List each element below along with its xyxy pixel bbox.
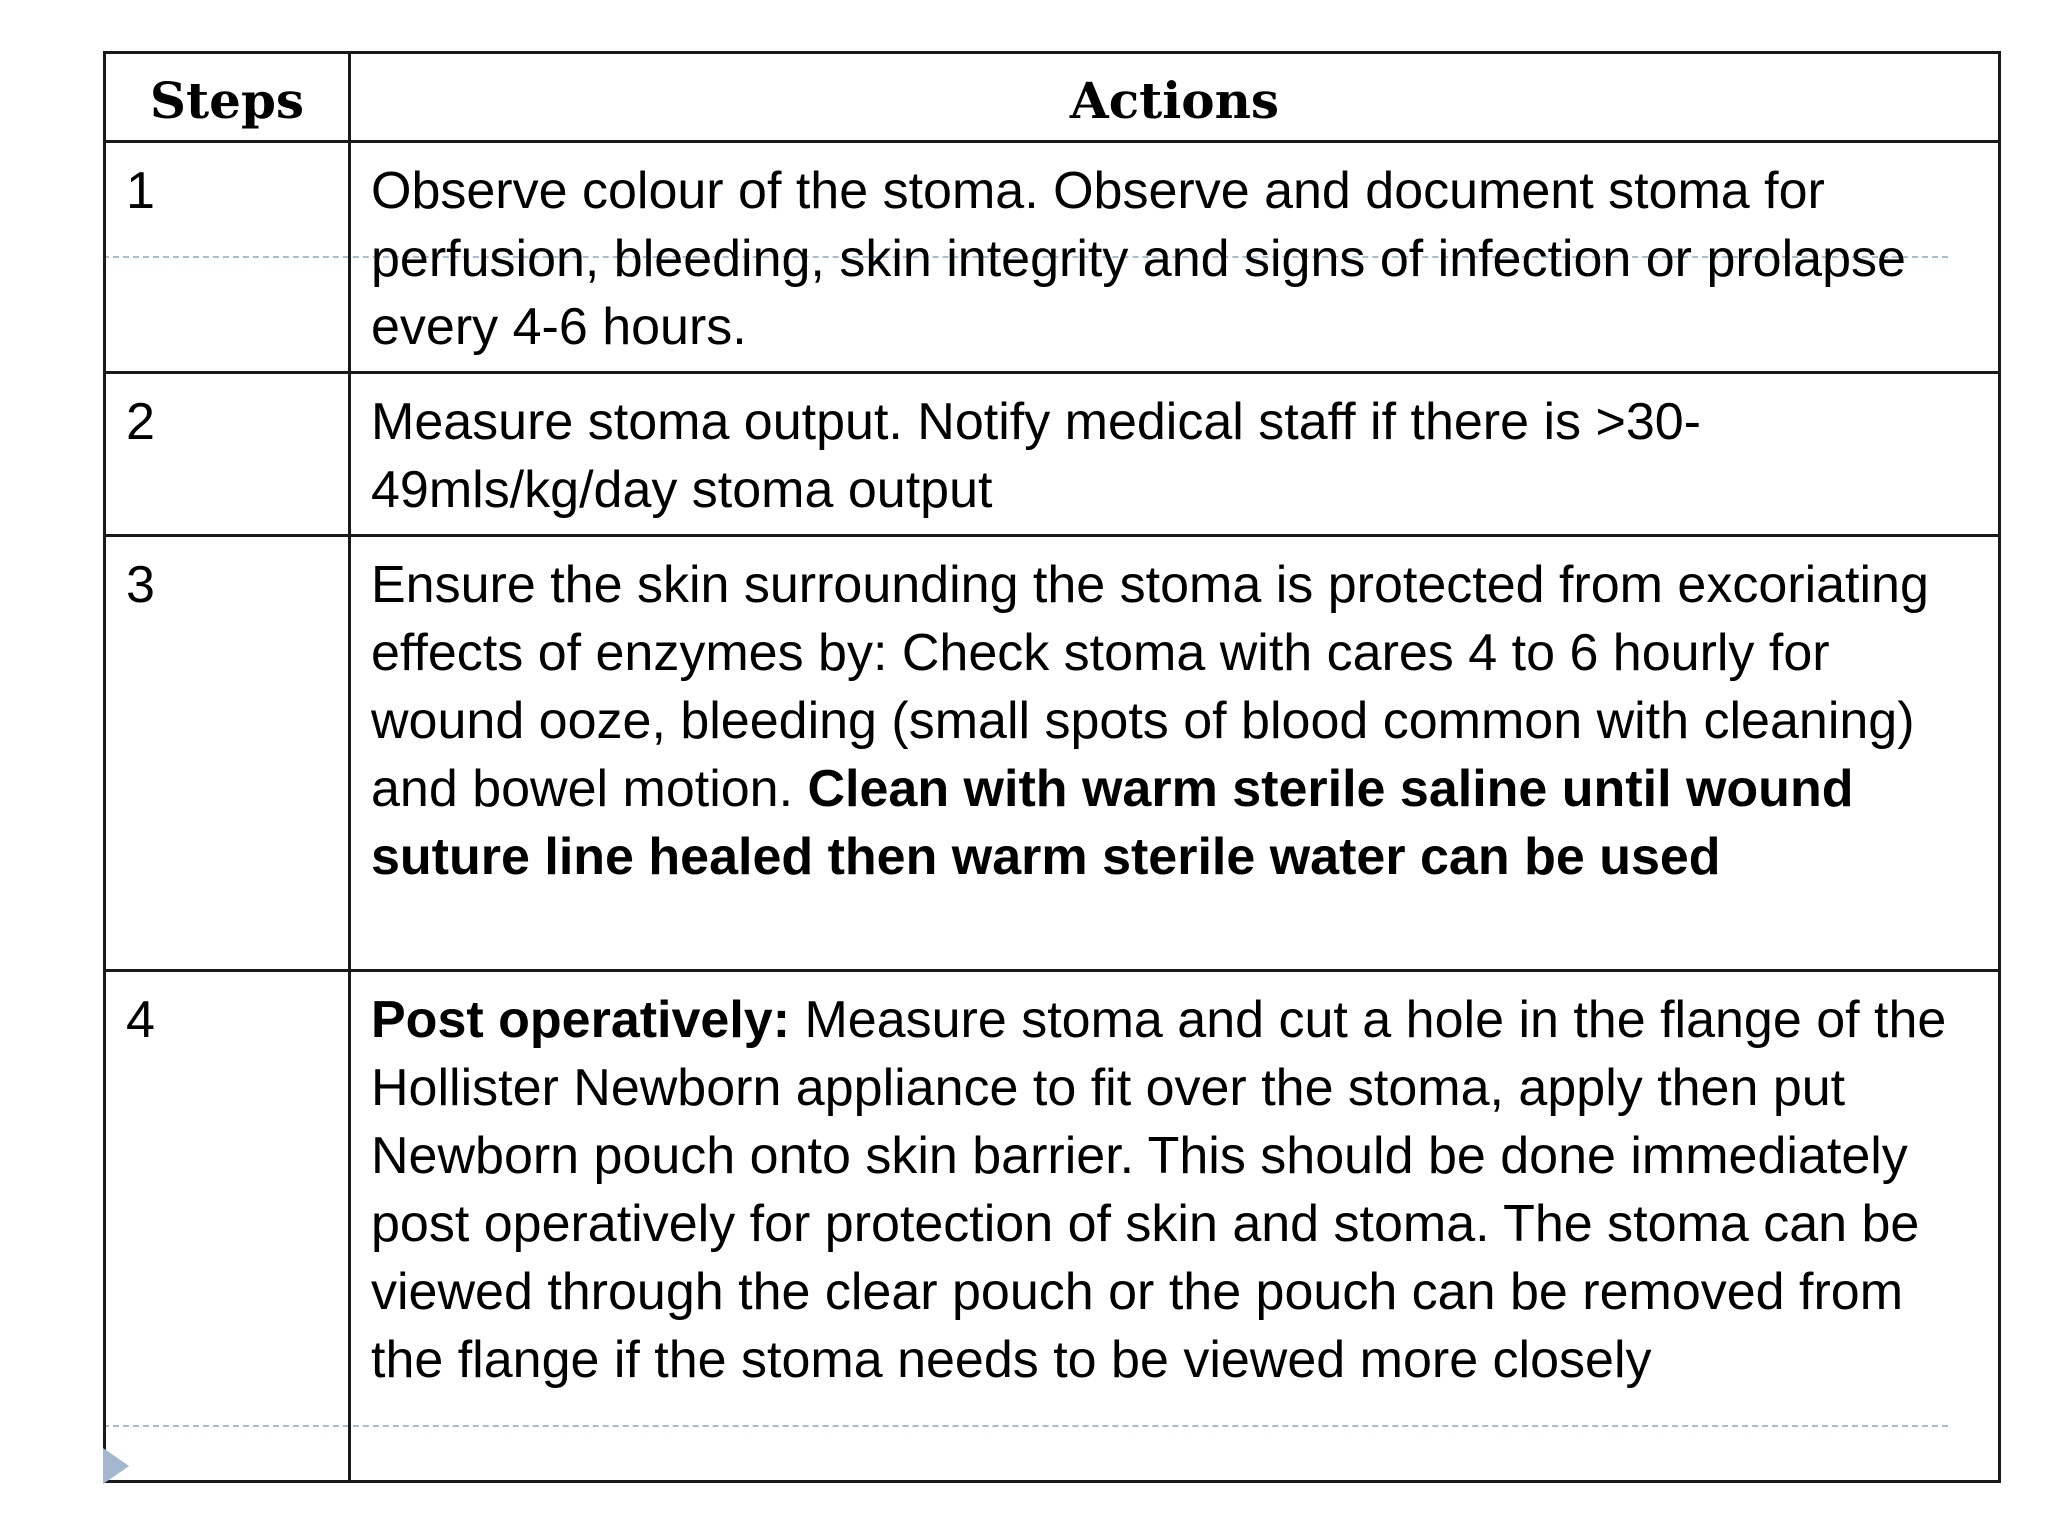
- table-row: [105, 373, 2000, 536]
- action-bold-text: Post operatively:: [371, 991, 791, 1049]
- action-text: Observe colour of the stoma. Observe and document stoma for perfusion, bleeding, skin integrity and signs of infection or prolapse every 4-6 hours.: [371, 162, 1906, 356]
- table-row: [105, 971, 2000, 1482]
- step-number: 1: [105, 142, 350, 373]
- action-text: Measure stoma and cut a hole in the flange of the Hollister Newborn appliance to fit over the stoma, apply then put Newborn pouch onto skin barrier. This should be done immediately post operatively for protection of skin and stoma. The stoma can be viewed through the clear pouch or the pouch can be removed from the flange if the stoma needs to be viewed more closely: [371, 991, 1947, 1389]
- action-text: Ensure the skin surrounding the stoma is protected from excoriating effects of enzymes by: Check stoma with cares 4 to 6 hourly for wound ooze, bleeding (small spots of blood common with cleaning) and bowel motion.: [371, 556, 1929, 818]
- actions-column-header: Actions: [350, 53, 2000, 142]
- action-cell: [350, 536, 2000, 971]
- play-arrow-icon: [103, 1448, 129, 1484]
- table-row: [105, 536, 2000, 971]
- step-number: 4: [105, 971, 350, 1482]
- action-text: Measure stoma output. Notify medical staff if there is >30-49mls/kg/day stoma output: [371, 393, 1701, 519]
- step-number: 2: [105, 373, 350, 536]
- table-header-row: [105, 53, 2000, 142]
- steps-table: [103, 51, 2001, 1483]
- action-bold-text: Clean with warm sterile saline until wound suture line healed then warm sterile water can be used: [371, 760, 1854, 886]
- table-row: [105, 142, 2000, 373]
- action-cell: [350, 373, 2000, 536]
- action-cell: [350, 971, 2000, 1482]
- action-cell: [350, 142, 2000, 373]
- steps-column-header: Steps: [105, 53, 350, 142]
- step-number: 3: [105, 536, 350, 971]
